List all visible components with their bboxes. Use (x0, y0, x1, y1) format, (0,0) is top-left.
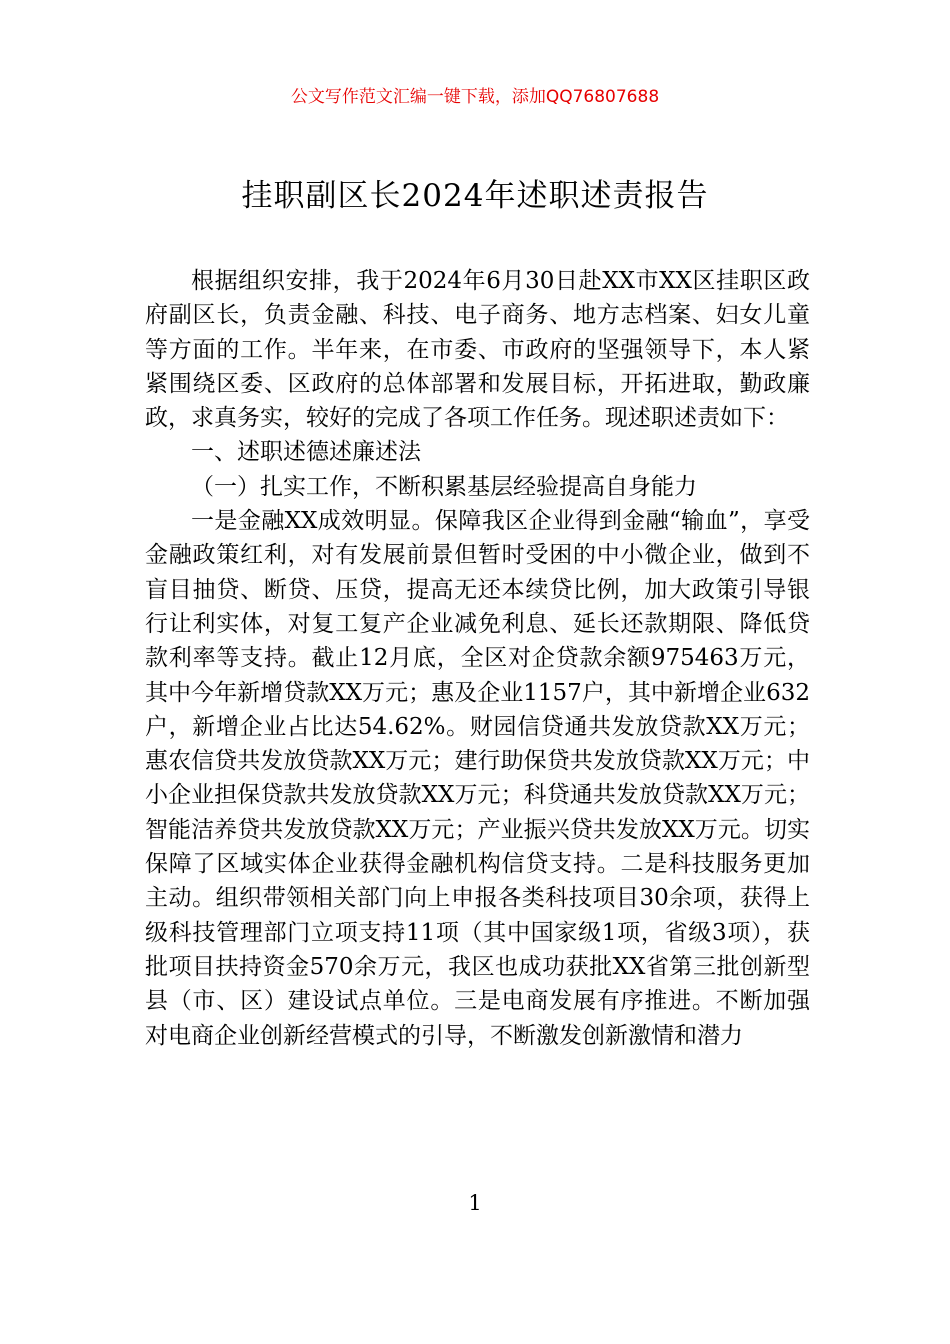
section-heading: 一、述职述德述廉述法 (191, 439, 421, 466)
subsection-heading: （一）扎实工作，不断积累基层经验提高自身能力 (191, 473, 697, 500)
document-body (145, 264, 810, 1174)
intro-paragraph: 根据组织安排，我于2024年6月30日赴XX市XX区挂职区政府副区长，负责金融、科技、电子商务、地方志档案、妇女儿童等方面的工作。半年来，在市委、市政府的坚强领导下，本人紧紧围绕区委、区政府的总体部署和发展目标，开拓进取，勤政廉政，求真务实，较好的完成了各项工作任务。现述职述责如下： (145, 268, 810, 432)
page-number: 1 (468, 1191, 482, 1215)
body-paragraph: 一是金融XX成效明显。保障我区企业得到金融“输血”，享受金融政策红利，对有发展前景但暂时受困的中小微企业，做到不盲目抽贷、断贷、压贷，提高无还本续贷比例，加大政策引导银行让利实体，对复工复产企业减免利息、延长还款期限、降低贷款利率等支持。截止12月底，全区对企贷款余额975463万元，其中今年新增贷款XX万元；惠及企业1157户，其中新增企业632户，新增企业占比达54.62%。财园信贷通共发放贷款XX万元；惠农信贷共发放贷款XX万元；建行助保贷共发放贷款XX万元；中小企业担保贷款共发放贷款XX万元；科贷通共发放贷款XX万元；智能洁养贷共发放贷款XX万元；产业振兴贷共发放XX万元。切实保障了区域实体企业获得金融机构信贷支持。二是科技服务更加主动。组织带领相关部门向上申报各类科技项目30余项，获得上级科技管理部门立项支持11项（其中国家级1项，省级3项），获批项目扶持资金570余万元，我区也成功获批XX省第三批创新型县（市、区）建设试点单位。三是电商发展有序推进。不断加强对电商企业创新经营模式的引导，不断激发创新激情和潜力 (145, 508, 810, 1049)
download-banner: 公文写作范文汇编一键下载，添加QQ76807688 (290, 87, 660, 107)
document-title: 挂职副区长2024年述职述责报告 (241, 178, 709, 214)
